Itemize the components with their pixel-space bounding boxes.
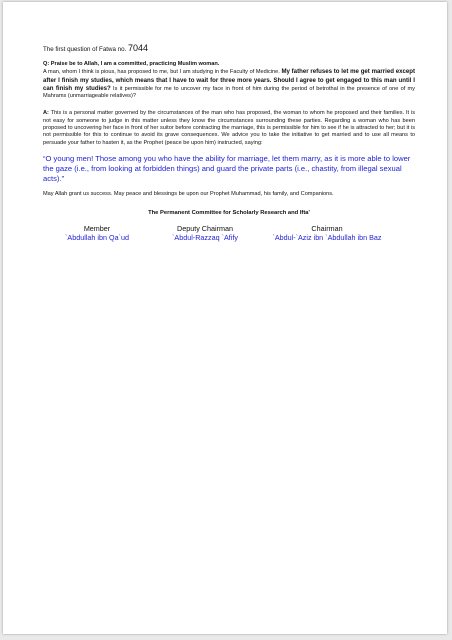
signatory-title: Chairman	[311, 224, 343, 234]
question-intro: Praise be to Allah, I am a committed, practicing Muslim woman.	[50, 61, 220, 67]
signatory-name: `Abdul-`Aziz ibn `Abdullah ibn Baz	[272, 233, 382, 243]
signatory-deputy-chairman	[159, 224, 251, 242]
answer-text: This is a personal matter governed by the circumstances of the man who has proposed, the woman to whom he proposed and their families. It is not easy for someone to judge in this matter unless they know the circumstances surrounding these parties. Regarding a woman who has been proposed to uncovering her face in front of her suitor before contracting the marriage, this is permissible for him to see if he is attracted to her; but it is not permissible for this to continue to avoid its grave consequences. We advice you to take the initiative to get married and to use all means to persuade your father to hasten it, as the Prophet (peace be upon him) instructed, saying:	[43, 110, 415, 146]
question-body-tail: Is it permissible for me to uncover my face in front of him during the period of betrothal in the presence of one of my Mahrams (unmarriageable relatives)?	[43, 85, 415, 100]
document-page	[3, 2, 447, 634]
question-paragraph	[43, 61, 415, 100]
committee-name: The Permanent Committee for Scholarly Research and Ifta'	[148, 210, 310, 217]
question-body: A man, whom I think is pious, has proposed to me, but I am studying in the Faculty of Medicine.	[43, 69, 280, 76]
hadith-quote: “O young men! Those among you who have the ability for marriage, let them marry, as it is more able to lower the gaze (i.e., from looking at forbidden things) and guard the private parts (i.e., chastity, from illegal sexual acts).”	[43, 153, 411, 183]
signatory-chairman	[267, 224, 387, 242]
question-body-bold: My father refuses to let me get married except after I finish my studies, which means that I have to wait for three more years. Should I agree to get engaged to this man until I can finish my studies?	[43, 68, 416, 92]
signatory-name: `Abdullah ibn Qa`ud	[65, 233, 129, 243]
signatory-title: Deputy Chairman	[177, 224, 233, 234]
fatwa-prefix: The first question of Fatwa no.	[43, 46, 127, 53]
signatory-member	[59, 224, 135, 242]
signatory-name: `Abdul-Razzaq `Afify	[172, 233, 238, 243]
answer-label: A:	[43, 110, 49, 117]
question-label: Q:	[43, 61, 50, 67]
fatwa-number: 7044	[127, 43, 148, 53]
closing-supplication: May Allah grant us success. May peace and blessings be upon our Prophet Muhammad, his family, and Companions.	[43, 190, 334, 197]
signatories	[43, 224, 415, 246]
answer-paragraph	[43, 110, 415, 146]
signatory-title: Member	[83, 224, 111, 234]
fatwa-reference	[43, 44, 415, 54]
fatwa-content	[43, 44, 415, 246]
